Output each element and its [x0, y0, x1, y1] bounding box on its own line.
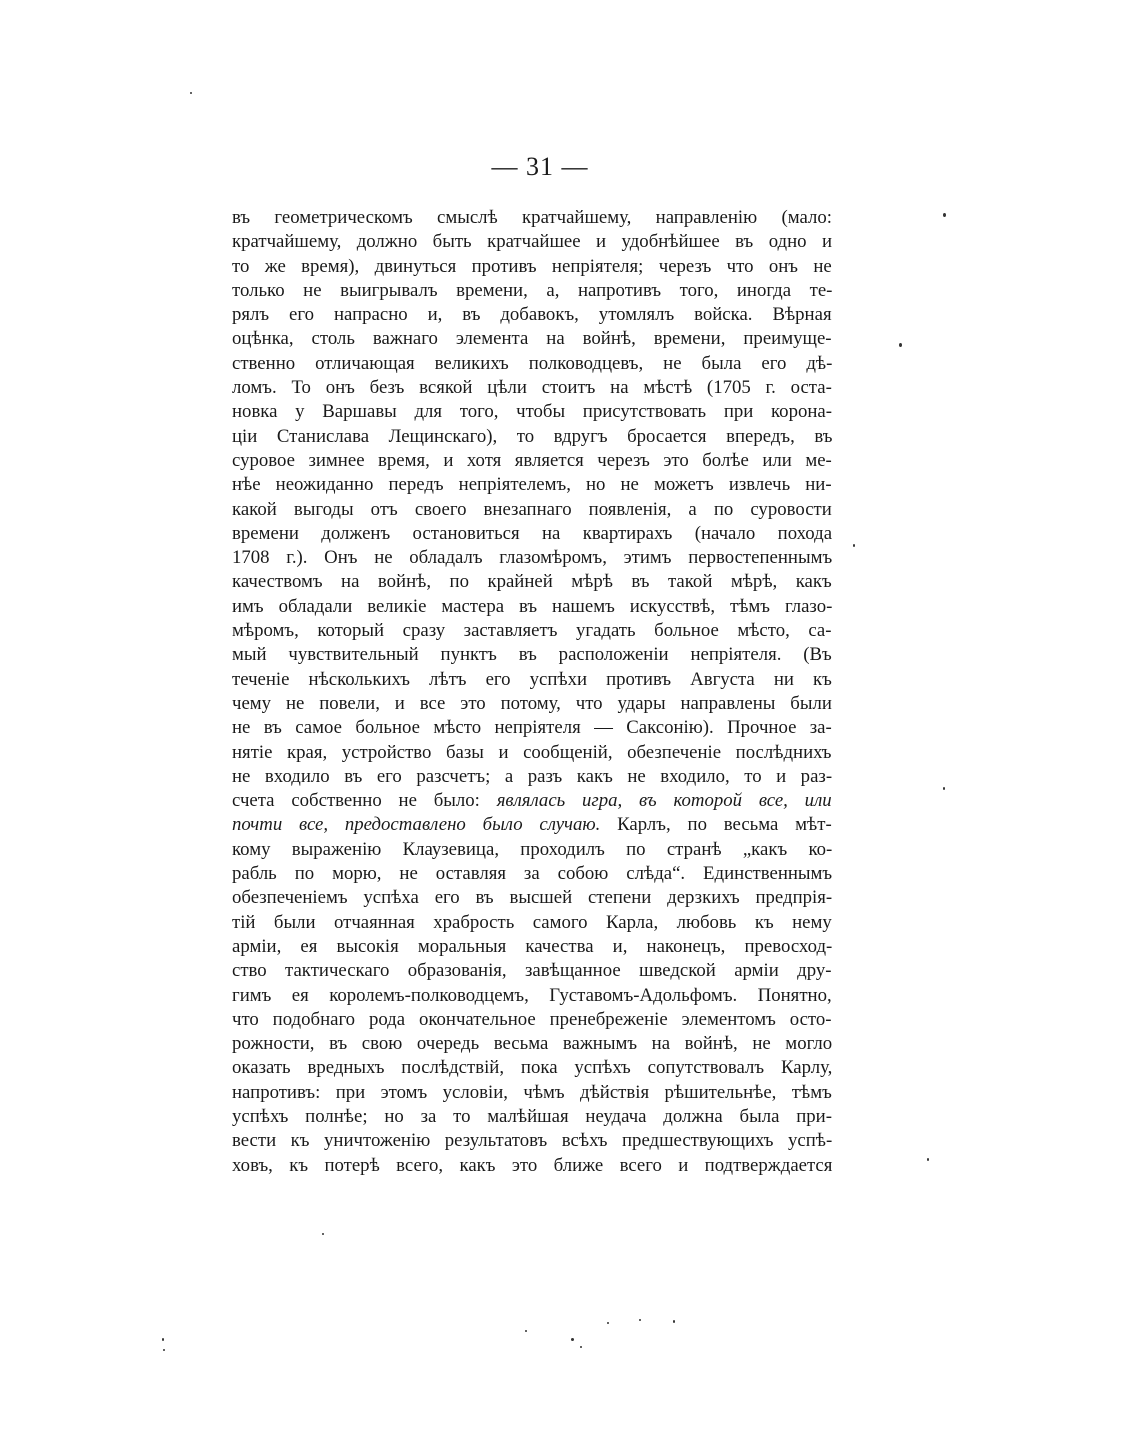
text-segment: счета собственно не было:: [232, 790, 497, 812]
text-line: [232, 352, 832, 376]
text-segment: напротивъ: при этомъ условіи, чѣмъ дѣйствія рѣшительнѣе, тѣмъ: [232, 1081, 832, 1103]
text-segment: ціи Станислава Лещинскаго), то вдругъ бросается впередъ, въ: [232, 425, 833, 447]
text-line: [232, 376, 832, 400]
text-line: [232, 692, 832, 716]
text-line: [232, 303, 832, 327]
text-segment: мый чувствительный пунктъ въ расположеніи непріятеля. (Въ: [232, 644, 832, 666]
text-line: [232, 716, 832, 740]
text-line: [232, 984, 832, 1008]
scan-speck: [943, 787, 945, 790]
text-line: [232, 522, 832, 546]
text-segment: въ геометрическомъ смыслѣ кратчайшему, направленію (мало:: [232, 207, 832, 228]
text-line: [232, 741, 832, 765]
text-segment: что подобнаго рода окончательное пренебреженіе элементомъ осто-: [232, 1008, 832, 1030]
text-segment: то же время), двинуться противъ непріятеля; черезъ что онъ не: [232, 255, 832, 277]
italic-text: являлась игра, въ которой все, или: [496, 790, 832, 812]
text-segment: чему не повели, и все это потому, что удары направлены были: [232, 692, 832, 714]
text-segment: новка у Варшавы для того, чтобы присутствовать при корона-: [232, 401, 832, 423]
text-segment: времени долженъ остановиться на квартирахъ (начало похода: [232, 522, 833, 544]
text-segment: ломъ. То онъ безъ всякой цѣли стоитъ на мѣстѣ (1705 г. оста-: [232, 377, 832, 399]
text-line: [232, 1129, 832, 1153]
text-segment: имъ обладали великіе мастера въ нашемъ искусствѣ, тѣмъ глазо-: [232, 595, 833, 617]
scan-speck: [899, 343, 902, 347]
text-line: [232, 1032, 832, 1056]
scan-speck: [190, 92, 192, 94]
text-segment: успѣхъ полнѣе; но за то малѣйшая неудача должна была при-: [232, 1105, 832, 1127]
text-segment: только не выигрывалъ времени, а, напротивъ того, иногда те-: [232, 279, 833, 301]
text-line: [232, 546, 832, 570]
text-line: [232, 959, 832, 983]
text-line: [232, 206, 832, 230]
scan-speck: [525, 1330, 527, 1332]
scan-speck: [607, 1322, 609, 1324]
text-line: [232, 1081, 832, 1105]
text-segment: 1708 г.). Онъ не обладалъ глазомѣромъ, этимъ первостепеннымъ: [232, 547, 833, 569]
text-line: [232, 327, 832, 351]
body-text: [232, 206, 832, 1178]
text-segment: суровое зимнее время, и хотя является черезъ это болѣе или ме-: [232, 449, 832, 471]
text-segment: ство тактическаго образованія, завѣщанное шведской арміи дру-: [232, 960, 832, 982]
text-segment: рожности, въ свою очередь весьма важнымъ на войнѣ, не могло: [232, 1033, 833, 1055]
text-segment: не входило въ его разсчетъ; а разъ какъ не входило, то и раз-: [232, 765, 833, 787]
text-line: [232, 1105, 832, 1129]
text-segment: качествомъ на войнѣ, по крайней мѣрѣ въ такой мѣрѣ, какъ: [232, 571, 832, 593]
text-segment: ственно отличающая великихъ полководцевъ, не была его дѣ-: [232, 352, 833, 374]
text-segment: оцѣнка, столь важнаго элемента на войнѣ, времени, преимуще-: [232, 328, 832, 350]
text-line: [232, 935, 832, 959]
scan-speck: [853, 544, 855, 547]
text-line: [232, 473, 832, 497]
text-line: [232, 838, 832, 862]
scan-speck: [580, 1346, 582, 1348]
text-segment: не въ самое больное мѣсто непріятеля — Саксонію). Прочное за-: [232, 717, 832, 739]
text-segment: рялъ его напрасно и, въ добавокъ, утомлялъ войска. Вѣрная: [232, 304, 832, 326]
scan-speck: [639, 1319, 641, 1321]
text-line: [232, 765, 832, 789]
text-line: [232, 911, 832, 935]
scan-speck: [943, 213, 946, 217]
text-segment: теченіе нѣсколькихъ лѣтъ его успѣхи противъ Августа ни къ: [232, 668, 832, 690]
text-line: [232, 279, 832, 303]
text-segment: кратчайшему, должно быть кратчайшее и удобнѣйшее въ одно и: [232, 231, 833, 253]
text-line: [232, 619, 832, 643]
text-segment: нѣе неожиданно передъ непріятелемъ, но не можетъ извлечь ни-: [232, 474, 832, 496]
italic-text: почти все, предоставлено было случаю.: [232, 814, 601, 836]
text-segment: арміи, ея высокія моральныя качества и, наконецъ, превосход-: [232, 935, 833, 957]
scan-speck: [162, 1338, 164, 1341]
text-segment: рабль по морю, не оставляя за собою слѣда“. Единственнымъ: [232, 863, 833, 885]
text-segment: какой выгоды отъ своего внезапнаго появленія, а по суровости: [232, 498, 832, 520]
scan-speck: [673, 1320, 675, 1323]
page-number: — 31 —: [491, 152, 589, 181]
text-segment: тій были отчаянная храбрость самого Карла, любовь къ нему: [232, 911, 832, 933]
text-segment: Карлъ, по весьма мѣт-: [600, 814, 832, 836]
text-line: [232, 425, 832, 449]
text-line: [232, 400, 832, 424]
text-line: [232, 595, 832, 619]
text-segment: гимъ ея королемъ-полководцемъ, Густавомъ-Адольфомъ. Понятно,: [232, 984, 832, 1006]
text-segment: вести къ уничтоженію результатовъ всѣхъ предшествующихъ успѣ-: [232, 1130, 833, 1152]
text-line: [232, 862, 832, 886]
text-line: [232, 498, 832, 522]
text-segment: мѣромъ, который сразу заставляетъ угадать больное мѣсто, са-: [232, 620, 832, 642]
text-line: [232, 449, 832, 473]
text-line: [232, 1154, 832, 1178]
scan-speck: [927, 1158, 929, 1161]
text-segment: кому выраженію Клаузевица, проходилъ по странѣ „какъ ко-: [232, 838, 833, 860]
text-segment: оказать вредныхъ послѣдствій, пока успѣхъ сопутствовалъ Карлу,: [232, 1057, 833, 1079]
text-line: [232, 886, 832, 910]
text-line: [232, 255, 832, 279]
text-line: [232, 1008, 832, 1032]
text-line: [232, 570, 832, 594]
text-line: [232, 230, 832, 254]
scan-speck: [571, 1338, 574, 1341]
text-line: [232, 789, 832, 813]
scan-speck: [322, 1233, 324, 1235]
text-segment: обезпеченіемъ успѣха его въ высшей степени дерзкихъ предпрія-: [232, 887, 833, 909]
text-line: [232, 1056, 832, 1080]
text-segment: нятіе края, устройство базы и сообщеній, обезпеченіе послѣднихъ: [232, 741, 832, 763]
text-segment: ховъ, къ потерѣ всего, какъ это ближе всего и подтверждается: [232, 1154, 833, 1176]
text-line: [232, 668, 832, 692]
text-line: [232, 643, 832, 667]
text-line: [232, 813, 832, 837]
scan-speck: [163, 1349, 165, 1351]
